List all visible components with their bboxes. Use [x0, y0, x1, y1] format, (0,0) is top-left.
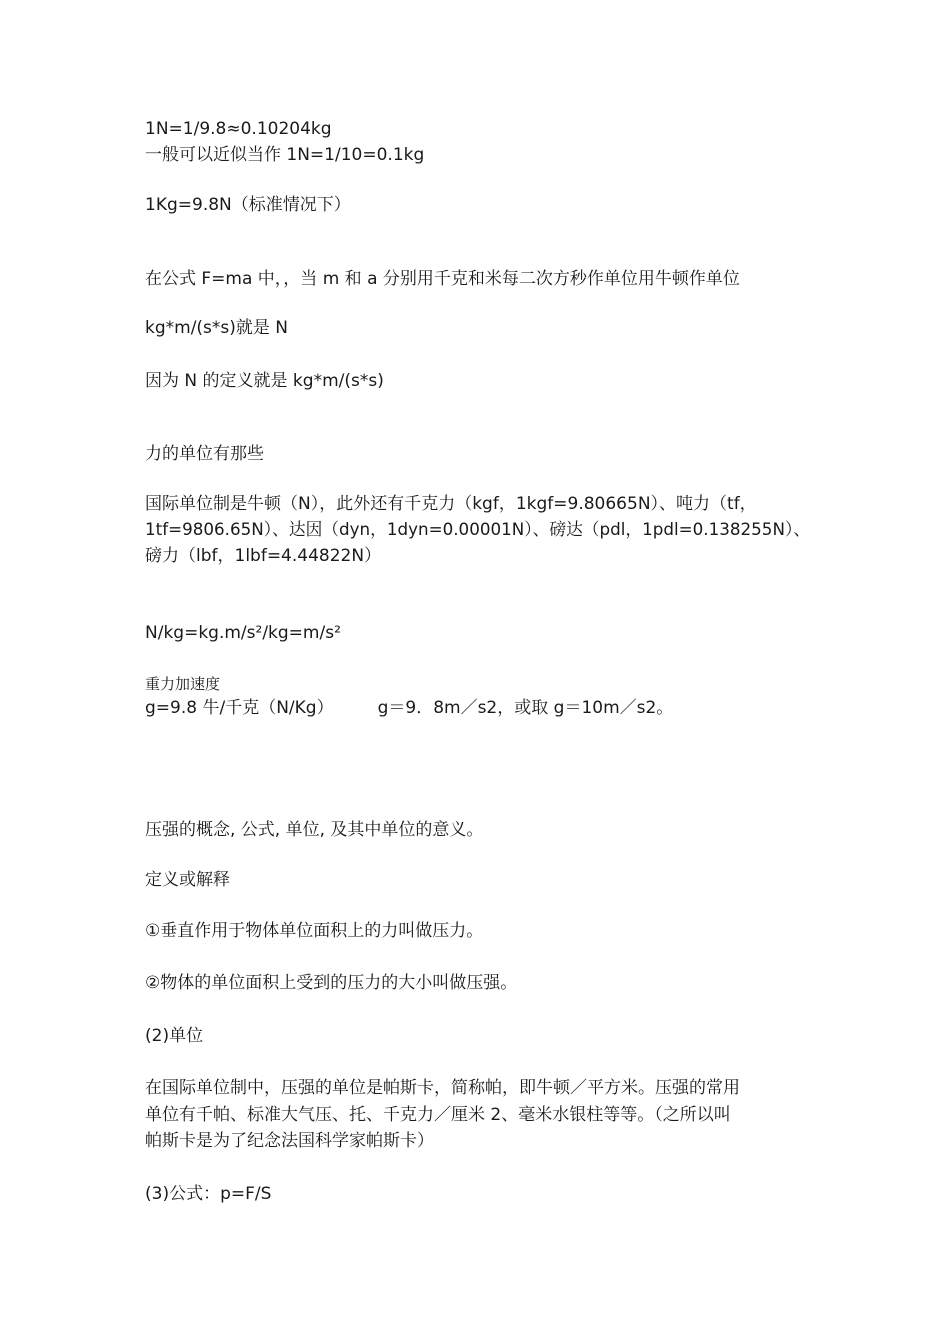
text-line: 在公式 F=ma 中，，当 m 和 a 分别用千克和米每二次方秒作单位用牛顿作单位: [145, 269, 740, 289]
text-line: (2)单位: [145, 1026, 204, 1046]
text-line: 定义或解释: [145, 870, 230, 890]
text-line: kg*m/(s*s)就是 N: [145, 318, 289, 338]
text-line: (3)公式：p=F/S: [145, 1184, 272, 1204]
text-line: ①垂直作用于物体单位面积上的力叫做压力。: [145, 921, 484, 941]
text-line: 国际单位制是牛顿（N），此外还有千克力（kgf，1kgf=9.80665N）、吨力（tf，: [145, 494, 757, 514]
text-line: 一般可以近似当作 1N=1/10=0.1kg: [145, 145, 425, 165]
text-line: N/kg=kg.m/s²/kg=m/s²: [145, 623, 341, 643]
section-heading: 力的单位有那些: [145, 444, 264, 464]
text-line: 在国际单位制中，压强的单位是帕斯卡，简称帕，即牛顿／平方米。压强的常用: [145, 1078, 740, 1098]
text-segment: g=9.8 牛/千克（N/Kg）: [145, 698, 334, 718]
text-line: 1Kg=9.8N（标准情况下）: [145, 195, 351, 215]
text-line: ②物体的单位面积上受到的压力的大小叫做压强。: [145, 973, 518, 993]
section-heading: 重力加速度: [145, 675, 221, 693]
text-line: 帕斯卡是为了纪念法国科学家帕斯卡）: [145, 1131, 434, 1151]
text-line: 因为 N 的定义就是 kg*m/(s*s): [145, 371, 384, 391]
section-heading: 压强的概念, 公式, 单位, 及其中单位的意义。: [145, 820, 484, 840]
text-line: [145, 697, 673, 719]
text-line: 单位有千帕、标准大气压、托、千克力／厘米 2、毫米水银柱等等。（之所以叫: [145, 1105, 731, 1125]
text-line: 1tf=9806.65N）、达因（dyn，1dyn=0.00001N）、磅达（pdl，1pdl=0.138255N）、: [145, 520, 811, 540]
text-line: 磅力（lbf，1lbf=4.44822N）: [145, 546, 382, 566]
text-line: 1N=1/9.8≈0.10204kg: [145, 119, 332, 139]
text-segment: g＝9．8m／s2，或取 g＝10m／s2。: [377, 698, 674, 718]
